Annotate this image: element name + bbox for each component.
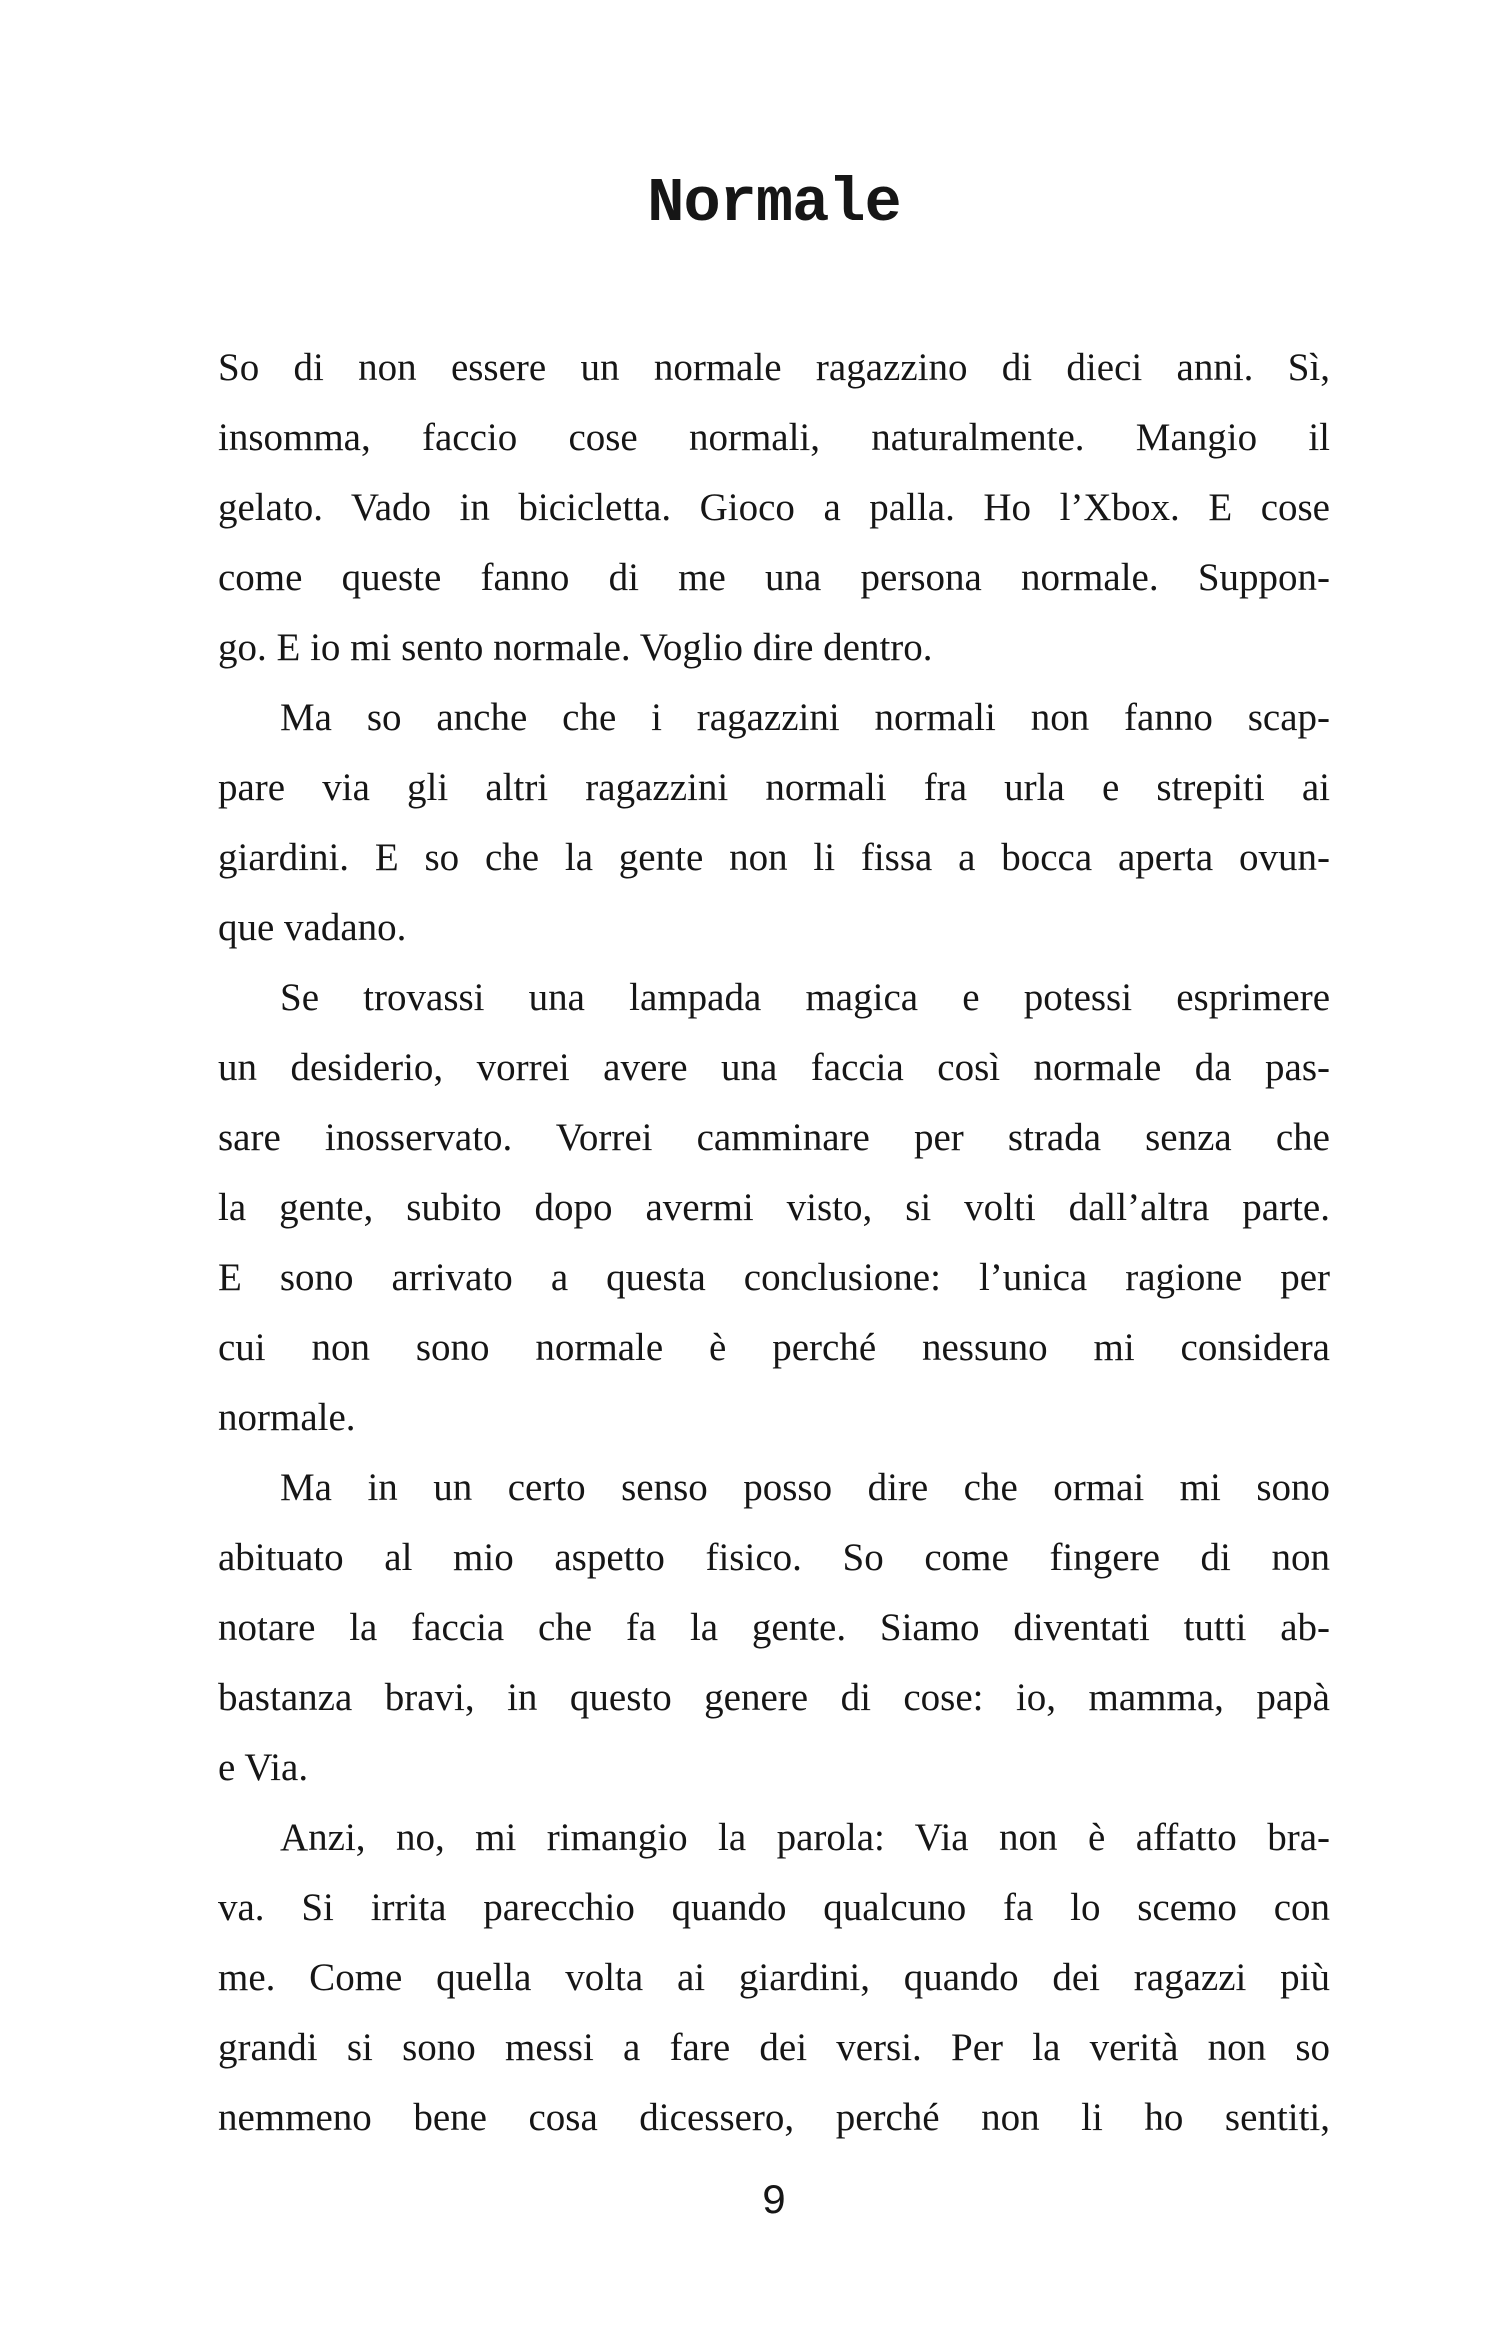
text-line: cui non sono normale è perché nessuno mi considera	[218, 1326, 1330, 1369]
text-line: Ma in un certo senso posso dire che ormai mi sono	[280, 1466, 1330, 1509]
text-line: giardini. E so che la gente non li fissa a bocca aperta ovun-	[218, 836, 1330, 879]
text-line: que vadano.	[218, 906, 407, 949]
body-text	[218, 333, 1330, 2153]
text-line: e Via.	[218, 1746, 309, 1789]
text-line: pare via gli altri ragazzini normali fra urla e strepiti ai	[218, 766, 1330, 809]
text-line: nemmeno bene cosa dicessero, perché non li ho sentiti,	[218, 2096, 1330, 2139]
text-line: notare la faccia che fa la gente. Siamo diventati tutti ab-	[218, 1606, 1330, 1649]
text-line: normale.	[218, 1396, 356, 1439]
text-line: Anzi, no, mi rimangio la parola: Via non è affatto bra-	[280, 1816, 1330, 1859]
text-line: go. E io mi sento normale. Voglio dire dentro.	[218, 626, 933, 669]
text-line: un desiderio, vorrei avere una faccia così normale da pas-	[218, 1046, 1330, 1089]
text-line: sare inosservato. Vorrei camminare per strada senza che	[218, 1116, 1330, 1159]
text-line: come queste fanno di me una persona normale. Suppon-	[218, 556, 1330, 599]
text-line: va. Si irrita parecchio quando qualcuno fa lo scemo con	[218, 1886, 1330, 1929]
text-line: grandi si sono messi a fare dei versi. Per la verità non so	[218, 2026, 1330, 2069]
page-number: 9	[761, 2178, 787, 2226]
text-line: abituato al mio aspetto fisico. So come fingere di non	[218, 1536, 1330, 1579]
text-line: me. Come quella volta ai giardini, quando dei ragazzi più	[218, 1956, 1330, 1999]
text-line: insomma, faccio cose normali, naturalmente. Mangio il	[218, 416, 1330, 459]
chapter-title: Normale	[647, 168, 901, 239]
text-line: Se trovassi una lampada magica e potessi esprimere	[280, 976, 1330, 1019]
text-line: la gente, subito dopo avermi visto, si volti dall’altra parte.	[218, 1186, 1330, 1229]
text-line: gelato. Vado in bicicletta. Gioco a palla. Ho l’Xbox. E cose	[218, 486, 1330, 529]
text-line: E sono arrivato a questa conclusione: l’unica ragione per	[218, 1256, 1330, 1299]
text-line: So di non essere un normale ragazzino di dieci anni. Sì,	[218, 346, 1330, 389]
text-line: Ma so anche che i ragazzini normali non fanno scap-	[280, 696, 1330, 739]
text-line: bastanza bravi, in questo genere di cose: io, mamma, papà	[218, 1676, 1330, 1719]
